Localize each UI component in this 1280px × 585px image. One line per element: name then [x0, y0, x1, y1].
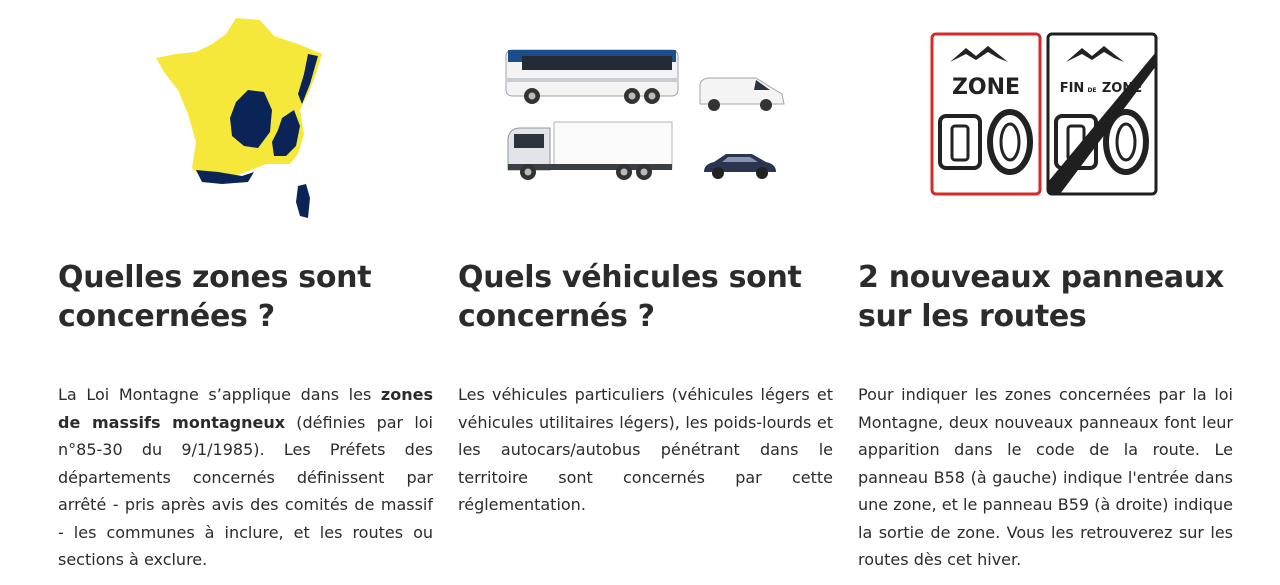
section-vehicles — [458, 0, 833, 514]
section-signs — [858, 0, 1233, 569]
france-map-icon — [148, 14, 338, 224]
vehicles-illustration — [458, 0, 833, 230]
bus-icon — [502, 46, 682, 108]
sign-exit-label-1: FIN — [1059, 81, 1085, 96]
section-body: Les véhicules particuliers (véhicules légers et véhicules utilitaires légers), les poids-lourds et les autocars/autobus pénétrant dans le territoire sont concernés par cette réglementation. — [458, 385, 833, 514]
section-body: Pour indiquer les zones concernées par la loi Montagne, deux nouveaux panneaux font leur apparition dans le code de la route. Le panneau B58 (à gauche) indique l'entrée dans une zone, et le panneau B59 (à droite) indique la sortie de zone. Vous les retrouverez sur les routes dès cet hiver. — [858, 385, 1233, 569]
section-title: Quelles zones sont concernées ? — [58, 260, 372, 334]
corsica — [296, 184, 310, 218]
sign-exit-label-2: DE — [1087, 87, 1097, 94]
section-title: Quels véhicules sont concernés ? — [458, 260, 802, 334]
road-signs-illustration — [858, 0, 1233, 230]
sign-exit-label-3: ZONE — [1101, 81, 1143, 96]
france-map-illustration — [58, 0, 433, 230]
section-body: La Loi Montagne s’applique dans les zones de massifs montagneux (définies par loi n°85-30 du 9/1/1985). Les Préfets des départements concernés définissent par arrêté - pris après avis des comités de massif - les communes à inclure, et les routes ou sections à exclure. — [58, 385, 433, 569]
car-icon — [700, 148, 780, 182]
section-title: 2 nouveaux panneaux sur les routes — [858, 260, 1224, 334]
van-icon — [696, 74, 788, 114]
body-bold-text: zones de massifs montagneux — [58, 385, 433, 432]
section-zones — [58, 0, 433, 569]
zone-exit-sign-icon — [1046, 32, 1158, 196]
truck-icon — [506, 120, 676, 184]
sign-entry-label: ZONE — [951, 75, 1021, 100]
zone-entry-sign-icon — [930, 32, 1042, 196]
